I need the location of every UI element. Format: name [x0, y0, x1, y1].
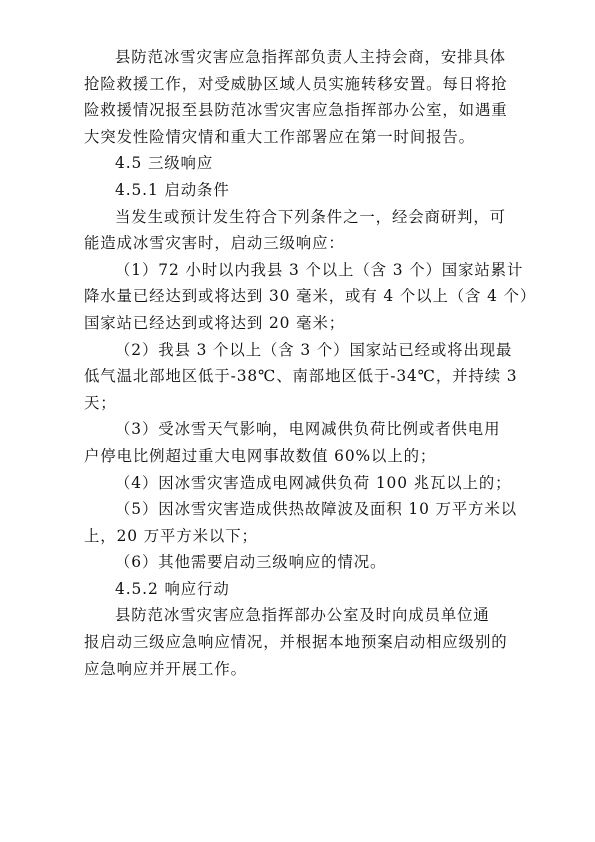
condition-item-3	[84, 416, 520, 469]
section-heading-4-5: 4.5 三级响应	[115, 154, 214, 173]
paragraph-rescue-work	[84, 44, 520, 150]
paragraph-response-actions	[84, 602, 520, 682]
text-line: （5）因冰雪灾害造成供热故障波及面积 10 万平方米以	[115, 500, 518, 519]
text-line: 抢险救援工作，对受威胁区域人员实施转移安置。每日将抢	[84, 74, 508, 93]
text-line: （4）因冰雪灾害造成电网减供负荷 100 兆瓦以上的；	[115, 473, 512, 492]
text-line: 县防范冰雪灾害应急指挥部办公室及时向成员单位通	[115, 606, 490, 625]
document-page	[84, 44, 537, 682]
text-line: （3）受冰雪天气影响，电网减供负荷比例或者供电用	[115, 420, 501, 439]
text-line: 当发生或预计发生符合下列条件之一，经会商研判，可	[115, 207, 506, 226]
text-line: （2）我县 3 个以上（含 3 个）国家站已经或将出现最	[115, 340, 513, 359]
text-line: 国家站已经达到或将达到 20 毫米；	[84, 313, 346, 332]
text-line: 应急响应并开展工作。	[84, 659, 247, 678]
text-line: 低气温北部地区低于-38℃、南部地区低于-34℃，并持续 3	[84, 367, 518, 386]
text-line: 能造成冰雪灾害时，启动三级响应：	[84, 234, 345, 253]
text-line: 险救援情况报至县防范冰雪灾害应急指挥部办公室，如遇重	[84, 101, 508, 120]
text-line: 大突发性险情灾情和重大工作部署应在第一时间报告。	[84, 127, 475, 146]
text-line: 县防范冰雪灾害应急指挥部负责人主持会商，安排具体	[115, 48, 506, 66]
text-line: 报启动三级应急响应情况，并根据本地预案启动相应级别的	[84, 633, 508, 652]
condition-item-4	[84, 470, 520, 497]
text-line: （6）其他需要启动三级响应的情况。	[115, 553, 387, 572]
text-line: 降水量已经达到或将达到 30 毫米，或有 4 个以上（含 4 个）	[84, 287, 537, 306]
text-line: 户停电比例超过重大电网事故数值 60%以上的；	[84, 446, 437, 465]
condition-item-2	[84, 337, 520, 417]
text-line: 天；	[84, 393, 117, 412]
text-line: （1）72 小时以内我县 3 个以上（含 3 个）国家站累计	[115, 260, 524, 279]
condition-item-6	[84, 549, 520, 576]
condition-item-1	[84, 257, 537, 337]
paragraph-start-conditions-intro	[84, 204, 520, 257]
text-line: 上，20 万平方米以下；	[84, 526, 258, 545]
condition-item-5	[84, 496, 520, 549]
section-heading-4-5-2: 4.5.2 响应行动	[115, 579, 230, 598]
section-heading-4-5-1: 4.5.1 启动条件	[115, 180, 230, 199]
